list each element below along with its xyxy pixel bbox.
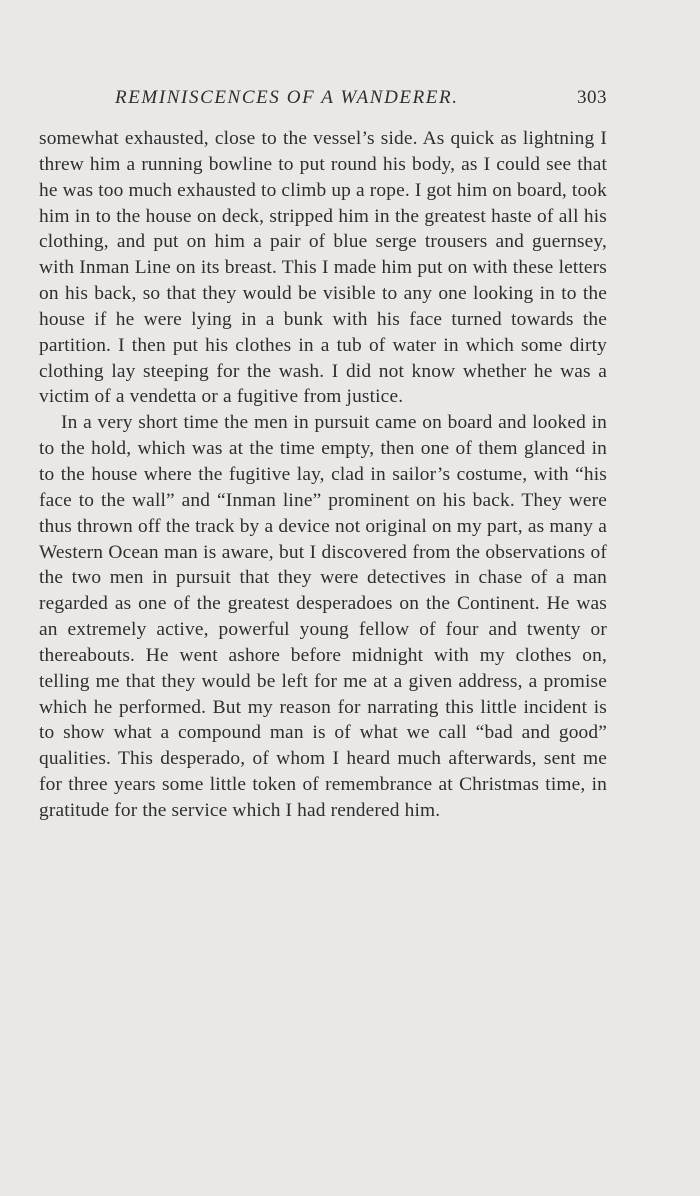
running-head [39,85,607,111]
paragraph-continued: somewhat exhausted, close to the vessel’s side. As quick as lightning I threw him a running bowline to put round his body, as I could see that he was too much exhausted to climb up a rope. I got him on board, took him in to the house on deck, stripped him in the greatest haste of all his clothing, and put on him a pair of blue serge trousers and guernsey, with Inman Line on its breast. This I made him put on with these letters on his back, so that they would be visible to any one looking in to the house if he were lying in a bunk with his face turned towards the partition. I then put his clothes in a tub of water in which some dirty clothing lay steeping for the wash. I did not know whether he was a victim of a vendetta or a fugitive from justice. [39,128,607,408]
paragraph-pursuit: In a very short time the men in pursuit came on board and looked in to the hold, which was at the time empty, then one of them glanced in to the house where the fugitive lay, clad in sailor’s costume, with “his face to the wall” and “Inman line” prominent on his back. They were thus thrown off the track by a device not original on my part, as many a Western Ocean man is aware, but I discovered from the observations of the two men in pursuit that they were detectives in chase of a man regarded as one of the greatest desperadoes on the Continent. He was an extremely active, powerful young fellow of four and twenty or thereabouts. He went ashore before midnight with my clothes on, telling me that they would be left for me at a given address, a promise which he performed. But my reason for narrating this little incident is to show what a compound man is of what we call “bad and good” qualities. This desperado, of whom I heard much afterwards, sent me for three years some little token of remembrance at Christmas time, in gratitude for the service which I had rendered him. [39,412,607,821]
running-title: REMINISCENCES OF A WANDERER. [115,87,459,108]
body-text [39,126,607,824]
page-number: 303 [577,87,607,108]
